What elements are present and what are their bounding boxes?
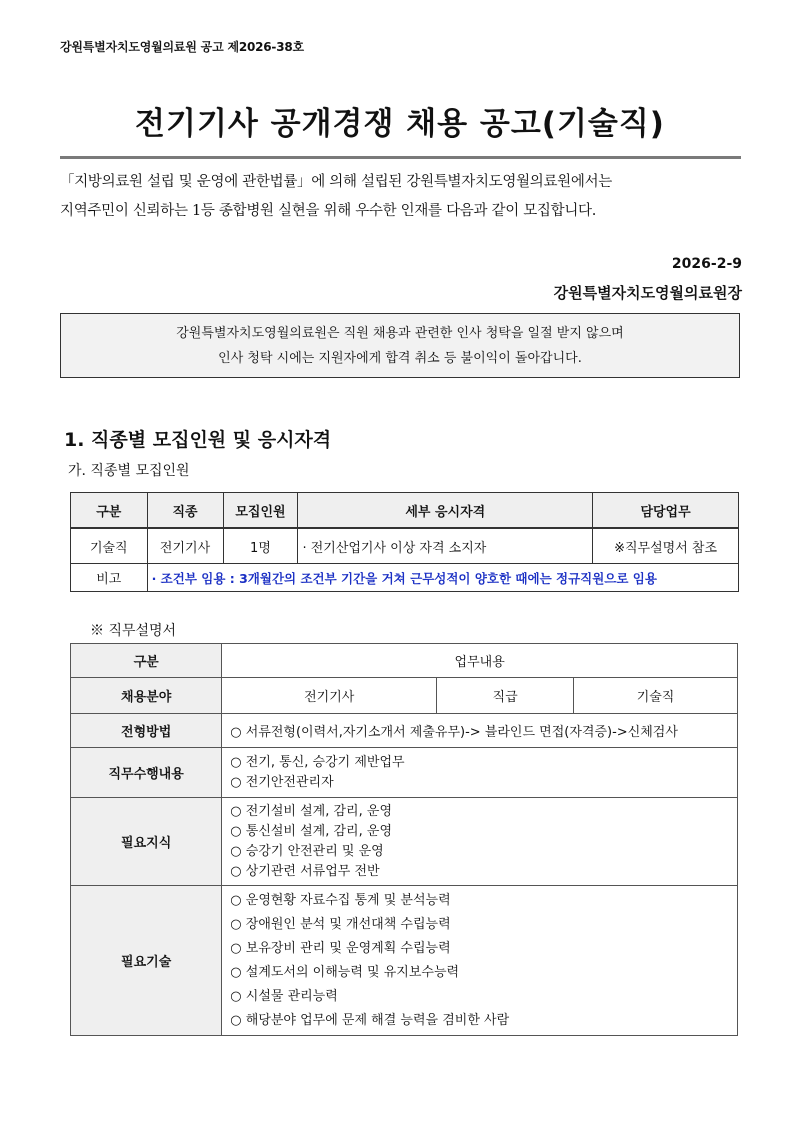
table-cell: 전기기사 — [147, 528, 223, 564]
table-header-cell: 채용분야 — [71, 678, 222, 714]
intro-line: 지역주민이 신뢰하는 1등 종합병원 실현을 위해 우수한 인재를 다음과 같이 모집합니다. — [60, 203, 597, 219]
table-cell: 업무내용 — [222, 644, 738, 678]
page-title: 전기기사 공개경쟁 채용 공고(기술직) — [135, 106, 665, 142]
list-item: ○ 전기안전관리자 — [230, 774, 334, 790]
table-cell: ※직무설명서 참조 — [593, 528, 739, 564]
issuer-name: 강원특별자치도영월의료원장 — [553, 284, 742, 302]
table-header-cell: 필요기술 — [71, 886, 222, 1036]
notice-number: 강원특별자치도영월의료원 공고 제2026-38호 — [60, 40, 304, 54]
list-item: ○ 전기설비 설계, 감리, 운영 — [230, 803, 392, 819]
table-cell: ○ 서류전형(이력서,자기소개서 제출유무)-> 블라인드 면접(자격증)->신체검사 — [222, 714, 738, 748]
table-cell: · 전기산업기사 이상 자격 소지자 — [298, 528, 593, 564]
table-header-cell: 세부 응시자격 — [298, 493, 593, 529]
recruitment-table — [70, 492, 739, 592]
table-row — [71, 798, 738, 886]
remark-label: 비고 — [71, 564, 148, 592]
list-item: ○ 상기관련 서류업무 전반 — [230, 863, 380, 879]
table-cell — [222, 798, 738, 886]
list-item: ○ 시설물 관리능력 — [230, 988, 338, 1004]
table-header-row — [71, 493, 739, 529]
table-header-cell: 구분 — [71, 644, 222, 678]
table-row — [71, 678, 738, 714]
table-cell: 전기기사 — [222, 678, 437, 714]
table-cell: 직급 — [437, 678, 574, 714]
table-header-cell: 필요지식 — [71, 798, 222, 886]
section-title: 1. 직종별 모집인원 및 응시자격 — [64, 429, 332, 451]
list-item: ○ 설계도서의 이해능력 및 유지보수능력 — [230, 964, 460, 980]
table-cell — [222, 748, 738, 798]
table-row — [71, 748, 738, 798]
notice-box-line: 강원특별자치도영월의료원은 직원 채용과 관련한 인사 청탁을 일절 받지 않으며 — [176, 326, 624, 341]
intro-line: 「지방의료원 설립 및 운영에 관한법률」에 의해 설립된 강원특별자치도영월의료원에서는 — [60, 174, 613, 190]
notice-date: 2026-2-9 — [671, 256, 742, 272]
solicitation-notice-box — [60, 313, 740, 378]
table-cell: 기술직 — [574, 678, 738, 714]
section-subtitle: 가. 직종별 모집인원 — [68, 463, 190, 479]
job-description-table — [70, 643, 738, 1036]
table-header-cell: 직무수행내용 — [71, 748, 222, 798]
list-item: ○ 보유장비 관리 및 운영계획 수립능력 — [230, 940, 451, 956]
table-cell — [222, 886, 738, 1036]
table-cell: 1명 — [223, 528, 298, 564]
remark-text: · 조건부 임용 : 3개월간의 조건부 기간을 거쳐 근무성적이 양호한 때에는 정규직원으로 임용 — [147, 564, 738, 592]
table-row — [71, 528, 739, 564]
table-header-cell: 전형방법 — [71, 714, 222, 748]
list-item: ○ 해당분야 업무에 문제 해결 능력을 겸비한 사람 — [230, 1012, 510, 1028]
table-header-cell: 구분 — [71, 493, 148, 529]
list-item: ○ 승강기 안전관리 및 운영 — [230, 843, 384, 859]
table-header-cell: 직종 — [147, 493, 223, 529]
table-remark-row — [71, 564, 739, 592]
table-cell: 기술직 — [71, 528, 148, 564]
table-header-cell: 담당업무 — [593, 493, 739, 529]
list-item: ○ 운영현황 자료수집 통계 및 분석능력 — [230, 892, 451, 908]
table-row — [71, 886, 738, 1036]
list-item: ○ 장애원인 분석 및 개선대책 수립능력 — [230, 916, 451, 932]
notice-box-line: 인사 청탁 시에는 지원자에게 합격 취소 등 불이익이 돌아갑니다. — [218, 351, 582, 366]
table-row — [71, 714, 738, 748]
list-item: ○ 통신설비 설계, 감리, 운영 — [230, 823, 392, 839]
title-divider — [60, 156, 741, 159]
table-header-cell: 모집인원 — [223, 493, 298, 529]
list-item: ○ 전기, 통신, 승강기 제반업무 — [230, 754, 405, 770]
job-description-label: ※ 직무설명서 — [90, 623, 177, 639]
table-row — [71, 644, 738, 678]
intro-paragraph — [60, 168, 744, 226]
